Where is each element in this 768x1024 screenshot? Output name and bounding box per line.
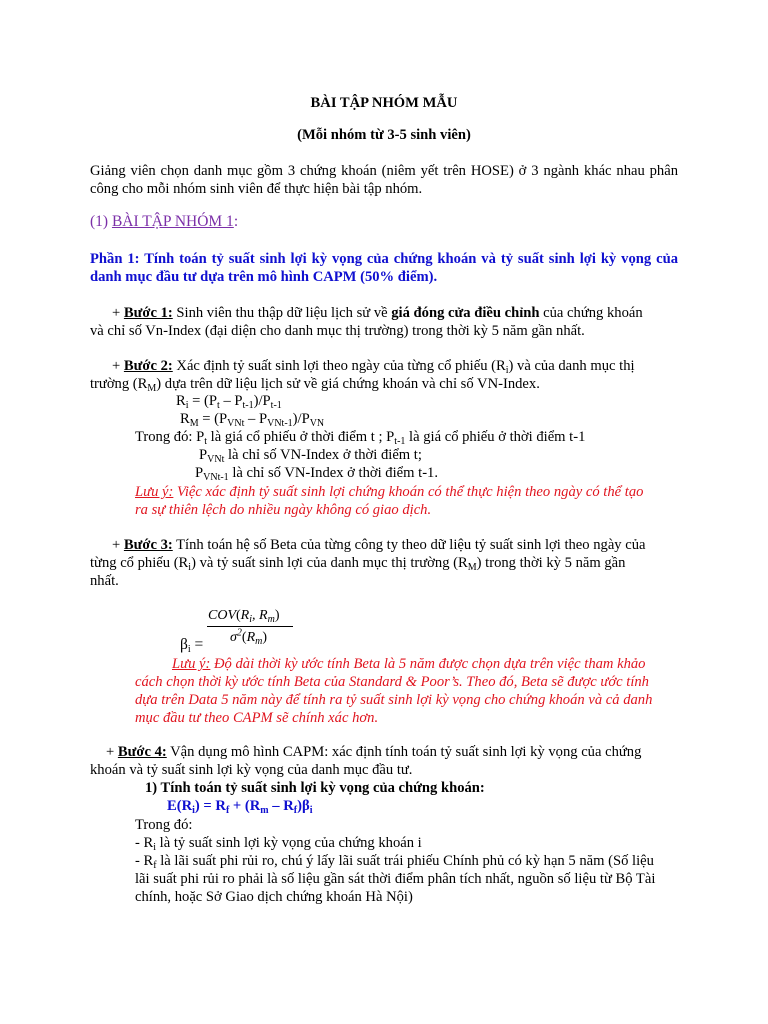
step3-text-c: ) trong thời kỳ 5 năm gần [476,555,626,571]
step1-line-2: và chỉ số Vn-Index (đại diện cho danh mục thị trường) trong thời kỳ 5 năm gần nhất. [90,323,585,339]
step2-note-text-1: Việc xác định tỷ suất sinh lợi chứng khoán có thể thực hiện theo ngày có thể tạo [173,484,644,500]
num-cov: COV [208,608,236,623]
step1-text-bold: giá đóng cửa điều chỉnh [391,305,540,321]
step3-prefix: + [112,537,124,553]
step2-note-label: Lưu ý: [135,484,174,500]
step1-text-c: của chứng khoán [539,305,643,321]
step2-line-1: + Bước 2: Xác định tỷ suất sinh lợi theo ngày của từng cổ phiếu $(R_i)$ và của danh mục thị [112,358,635,376]
d1-c: là tỷ suất sinh lợi kỳ vọng của chứng khoán i [156,835,422,851]
step3-text-1: Tính toán hệ số Beta của từng công ty theo dữ liệu tỷ suất sinh lợi theo ngày của [172,537,646,553]
w1-d: t-1 [394,436,406,447]
step1-label: Bước 1: [123,305,173,321]
beta-lhs [180,636,203,654]
f1-b: i [185,400,189,411]
num-r2: R [259,608,268,623]
capm-e: + (R [229,798,261,814]
step2-text-a: Xác định tỷ suất sinh lợi theo ngày của từng cổ phiếu (R [172,358,506,374]
beta-symbol: β [180,636,188,653]
w2-c: là chỉ số VN-Index ở thời điểm t; [224,447,422,463]
w3-b: VNt-1 [203,472,229,483]
capm-h: f [293,805,298,816]
w1-b: t [204,436,207,447]
step4-def-2 [135,852,654,870]
where-line-1 [135,428,585,446]
num-paren-open: ( [236,608,241,623]
step1-text-a: Sinh viên thu thập dữ liệu lịch sử về [172,305,392,321]
step4-text-1: Vận dụng mô hình CAPM: xác định tính toán tỷ suất sinh lợi kỳ vọng của chứng [166,744,642,760]
step4-def-4: chính, hoặc Sở Giao dịch chứng khoán Hà Nội) [135,889,413,905]
step2-text-d: ) dựa trên dữ liệu lịch sử về giá chứng khoán và chỉ số VN-Index. [156,376,540,392]
step3-text-b: ) và tỷ suất sinh lợi của danh mục thị trường (R [191,555,468,571]
step2-line-2: trường $(R_M)$ dựa trên dữ liệu lịch sử về giá chứng khoán và chỉ số VN-Index. [90,376,540,394]
capm-c: ) = R [194,798,226,814]
step4-prefix: + [106,744,118,760]
capm-i: )β [297,798,310,814]
den-paren-open: ( [241,630,247,645]
beta-denominator [230,629,267,647]
part1-line-1: Phần 1: Tính toán tỷ suất sinh lợi kỳ vọng của chứng khoán và tỷ suất sinh lợi kỳ vọng của [90,251,678,267]
d2-a: - R [135,853,154,869]
num-r1: R [240,608,250,623]
page-subtitle: (Mỗi nhóm từ 3-5 sinh viên) [297,127,471,143]
f2-b: M [189,418,199,429]
intro-line-1: Giảng viên chọn danh mục gồm 3 chứng khoán (niêm yết trên HOSE) ở 3 ngành khác nhau phân [90,163,678,179]
part1-line-2: danh mục đầu tư dựa trên mô hình CAPM (50% điểm). [90,269,438,285]
f1-g: )/P [253,393,271,409]
den-paren-close: ) [262,630,268,645]
f1-d: t [217,400,220,411]
step3-note-line-3: dựa trên Data 5 năm này để tính ra tỷ suất sinh lợi kỳ vọng cho chứng khoán và cả danh [135,692,653,708]
f1-h: t-1 [270,400,282,411]
num-comma: , [252,608,260,623]
step2-text-b: ) và của danh mục thị [508,358,635,374]
formula-rm [180,410,324,428]
beta-sub: i [187,644,191,655]
d1-b: i [153,842,157,853]
step4-def-1 [135,834,422,852]
capm-j: i [309,805,313,816]
f1-c: = (P [188,393,218,409]
f2-f: VNt-1 [267,418,293,429]
step4-where: Trong đó: [135,817,193,833]
d2-c: là lãi suất phi rủi ro, chú ý lấy lãi suất trái phiếu Chính phủ có kỳ hạn 5 năm (Số liệu [156,853,654,869]
step3-label: Bước 3: [123,537,173,553]
w3-c: là chỉ số VN-Index ở thời điểm t-1. [228,465,438,481]
step4-line-2: khoán và tỷ suất sinh lợi kỳ vọng của danh mục đầu tư. [90,762,413,778]
capm-b: i [192,805,195,816]
f2-e: – P [244,411,268,427]
capm-g: – R [268,798,294,814]
f1-e: – P [219,393,243,409]
den-r: R [246,630,256,645]
section-label: BÀI TẬP NHÓM 1 [111,213,234,230]
w1-c: là giá cổ phiếu ở thời điểm t ; P [207,429,395,445]
section-colon: : [233,213,239,230]
step3-note-text-1: Độ dài thời kỳ ước tính Beta là 5 năm được chọn dựa trên việc tham khảo [210,656,646,672]
step3-note-line-1 [172,655,645,673]
step3-text-a: từng cổ phiếu (R [90,555,189,571]
step2-prefix: + [112,358,124,374]
section-heading [90,213,238,231]
capm-d: f [225,805,230,816]
w1-e: là giá cổ phiếu ở thời điểm t-1 [405,429,586,445]
beta-equals: = [190,636,204,653]
f2-d: VNt [227,418,245,429]
f2-g: )/P [292,411,310,427]
step4-item-1: 1) Tính toán tỷ suất sinh lợi kỳ vọng của chứng khoán: [145,780,485,796]
step4-label: Bước 4: [117,744,167,760]
w2-a: P [199,447,208,463]
capm-f: m [260,805,269,816]
step3-note-line-2: cách chọn thời kỳ ước tính Beta của Standard & Poor’s. Theo đó, Beta sẽ được ước tính [135,674,649,690]
den-sigma: σ [230,630,237,645]
step1-line-1 [112,304,643,322]
f2-c: = (P [198,411,228,427]
f2-a: R [180,411,190,427]
w2-b: VNt [207,454,225,465]
capm-formula [167,797,312,815]
f1-f: t-1 [242,400,254,411]
step3-note-label: Lưu ý: [172,656,211,672]
where-line-3 [195,464,438,482]
w3-a: P [195,465,204,481]
step4-def-3: lãi suất phi rủi ro phải là số liệu gần sát thời điểm phân tích nhất, nguồn số liệu từ Bộ Tài [135,871,656,887]
w1-a: Trong đó: P [135,429,205,445]
where-line-2 [199,446,422,464]
step3-note-line-4: mục đầu tư theo CAPM sẽ chính xác hơn. [135,710,379,726]
num-paren-close: ) [274,608,280,623]
step3-line-1 [112,536,646,554]
fraction-bar [207,626,293,627]
capm-a: E(R [167,798,193,814]
step3-line-2: từng cổ phiếu $(R_i)$ và tỷ suất sinh lợi của danh mục thị trường $(R_M)$ trong thời kỳ 5 năm gần [90,555,626,573]
d1-a: - R [135,835,154,851]
d2-b: f [153,860,157,871]
step3-line-3: nhất. [90,573,119,589]
den-m: m [255,636,263,647]
step1-prefix: + [112,305,124,321]
num-m: m [267,614,275,625]
step2-note-line-2: ra sự thiên lệch do nhiều ngày không có giao dịch. [135,502,432,518]
step2-note-line-1 [135,483,643,501]
page-title: BÀI TẬP NHÓM MẪU [310,95,458,111]
step2-text-c: trường (R [90,376,148,392]
step2-label: Bước 2: [123,358,173,374]
section-number: (1) [90,213,112,230]
den-square: 2 [236,627,242,639]
formula-ri [176,392,282,410]
f1-a: R [176,393,186,409]
intro-line-2: công cho mỗi nhóm sinh viên để thực hiện bài tập nhóm. [90,181,423,197]
num-i: i [249,614,253,625]
f2-h: VN [309,418,325,429]
step4-line-1 [106,743,641,761]
beta-numerator [208,607,279,625]
